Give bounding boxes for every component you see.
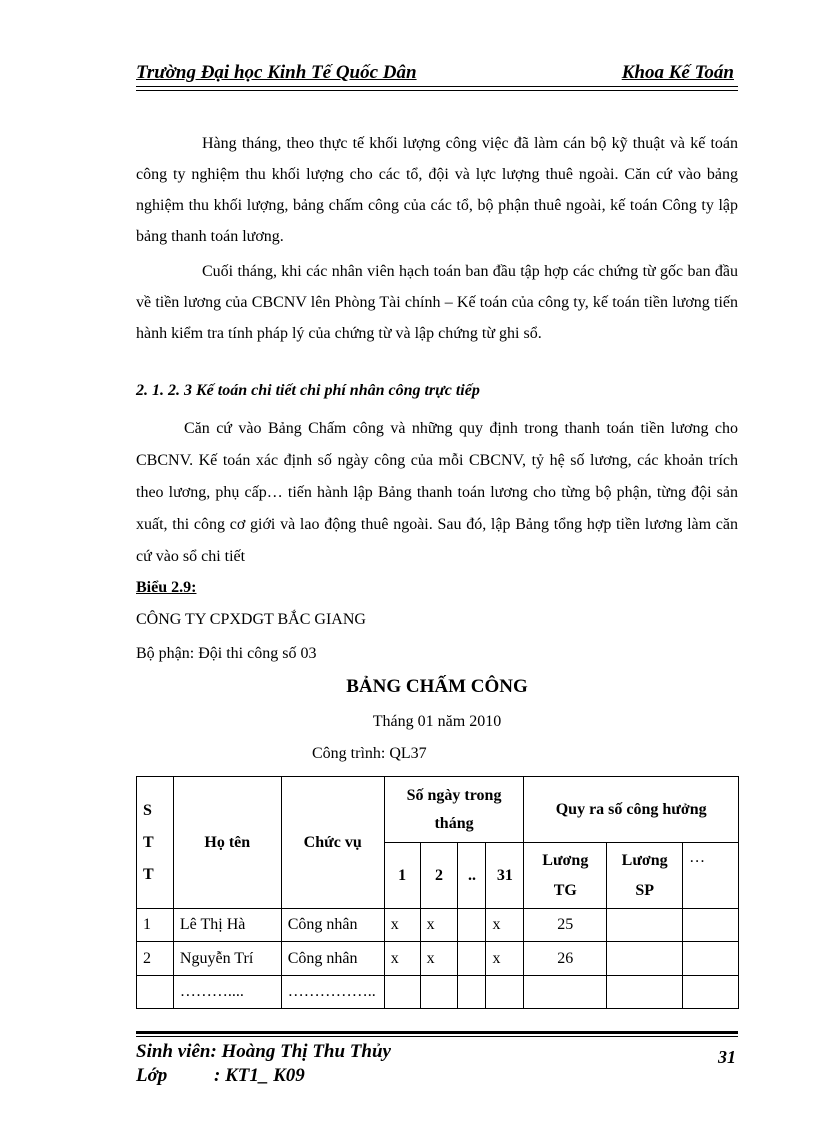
header-rule-thin [136, 90, 738, 91]
attendance-table [136, 776, 739, 1009]
header-luong-tg [524, 843, 607, 909]
cell-position: Công nhân [281, 942, 384, 976]
cell-more [683, 909, 739, 942]
cell-day-1 [384, 976, 420, 1009]
exhibit-label: Biểu 2.9: [136, 579, 197, 596]
cell-day-dots [458, 976, 486, 1009]
table-row [137, 976, 739, 1009]
luong-tg-line2: TG [553, 881, 577, 899]
cell-stt: 1 [137, 909, 174, 942]
cell-more [683, 942, 739, 976]
month-line: Tháng 01 năm 2010 [372, 713, 502, 730]
cell-stt [137, 976, 174, 1009]
header-school: Trường Đại học Kinh Tế Quốc Dân [136, 62, 417, 83]
cell-day-2: x [420, 909, 458, 942]
header-stt [137, 777, 174, 909]
cell-day-1: x [384, 942, 420, 976]
department-line: Bộ phận: Đội thi công số 03 [136, 645, 317, 662]
paragraph-3: Căn cứ vào Bảng Chấm công và những quy định trong thanh toán tiền lương cho CBCNV. Kế toán xác định số ngày công của mỗi CBCNV, tỷ hệ số lương, các khoản trích theo lương, phụ cấp… tiến hành lập Bảng thanh toán lương cho từng bộ phận, từng đội sản xuất, thi công cơ giới và lao động thuê ngoài. Sau đó, lập Bảng tổng hợp tiền lương làm căn cứ vào sổ chi tiết [136, 420, 738, 565]
footer-rule-thin [136, 1036, 738, 1037]
section-title: 2. 1. 2. 3 Kế toán chi tiết chi phí nhân công trực tiếp [136, 382, 480, 399]
cell-day-31 [486, 976, 524, 1009]
header-rule [136, 86, 738, 87]
cell-day-dots [458, 909, 486, 942]
header-day-2: 2 [420, 843, 458, 909]
header-day-1: 1 [384, 843, 420, 909]
header-day-31: 31 [486, 843, 524, 909]
cell-day-1: x [384, 909, 420, 942]
cell-luong-sp [607, 976, 683, 1009]
luong-tg-line1: Lương [542, 851, 589, 869]
header-department: Khoa Kế Toán [621, 62, 734, 83]
header-stt-2: T [143, 833, 154, 851]
footer-class-label: Lớp [136, 1065, 168, 1086]
header-name: Họ tên [173, 777, 281, 909]
header-stt-3: T [143, 865, 154, 883]
cell-day-31: x [486, 942, 524, 976]
paragraph-2: Cuối tháng, khi các nhân viên hạch toán ban đầu tập hợp các chứng từ gốc ban đầu về tiền lương của CBCNV lên Phòng Tài chính – Kế toán của công ty, kế toán tiền lương tiến hành kiểm tra tính pháp lý của chứng từ và lập chứng từ ghi sổ. [136, 263, 738, 342]
header-days: Số ngày trong tháng [384, 777, 524, 843]
luong-sp-line2: SP [635, 881, 654, 899]
paragraph-1: Hàng tháng, theo thực tế khối lượng công việc đã làm cán bộ kỹ thuật và kế toán công ty nghiệm thu khối lượng cho các tổ, đội và lực lượng thuê ngoài. Căn cứ vào bảng nghiệm thu khối lượng, bảng chấm công của các tổ, bộ phận thuê ngoài, kế toán Công ty lập bảng thanh toán lương. [136, 135, 738, 245]
table-title: BẢNG CHẤM CÔNG [346, 676, 528, 697]
cell-luong-tg: 26 [524, 942, 607, 976]
cell-day-31: x [486, 909, 524, 942]
table-row [137, 942, 739, 976]
cell-stt: 2 [137, 942, 174, 976]
cell-luong-tg: 25 [524, 909, 607, 942]
table-row [137, 909, 739, 942]
cell-luong-sp [607, 909, 683, 942]
footer-class-value: : KT1_ K09 [214, 1065, 305, 1086]
header-luong-sp [607, 843, 683, 909]
company-name: CÔNG TY CPXDGT BẮC GIANG [136, 611, 366, 628]
cell-name: ……….... [173, 976, 281, 1009]
header-position: Chức vụ [281, 777, 384, 909]
cell-day-2: x [420, 942, 458, 976]
cell-day-dots [458, 942, 486, 976]
cell-position: Công nhân [281, 909, 384, 942]
page-number: 31 [718, 1047, 736, 1067]
footer-rule [136, 1031, 738, 1034]
header-day-dots: .. [458, 843, 486, 909]
project-line: Công trình: QL37 [312, 745, 427, 762]
cell-luong-sp [607, 942, 683, 976]
luong-sp-line1: Lương [621, 851, 668, 869]
header-more: … [683, 843, 739, 909]
header-stt-1: S [143, 801, 152, 819]
cell-luong-tg [524, 976, 607, 1009]
cell-name: Nguyễn Trí [173, 942, 281, 976]
cell-position: …………….. [281, 976, 384, 1009]
cell-day-2 [420, 976, 458, 1009]
footer-student: Sinh viên: Hoàng Thị Thu Thủy [136, 1041, 391, 1062]
cell-more [683, 976, 739, 1009]
header-quy-ra: Quy ra số công hưởng [524, 777, 739, 843]
page-header [136, 62, 738, 92]
cell-name: Lê Thị Hà [173, 909, 281, 942]
